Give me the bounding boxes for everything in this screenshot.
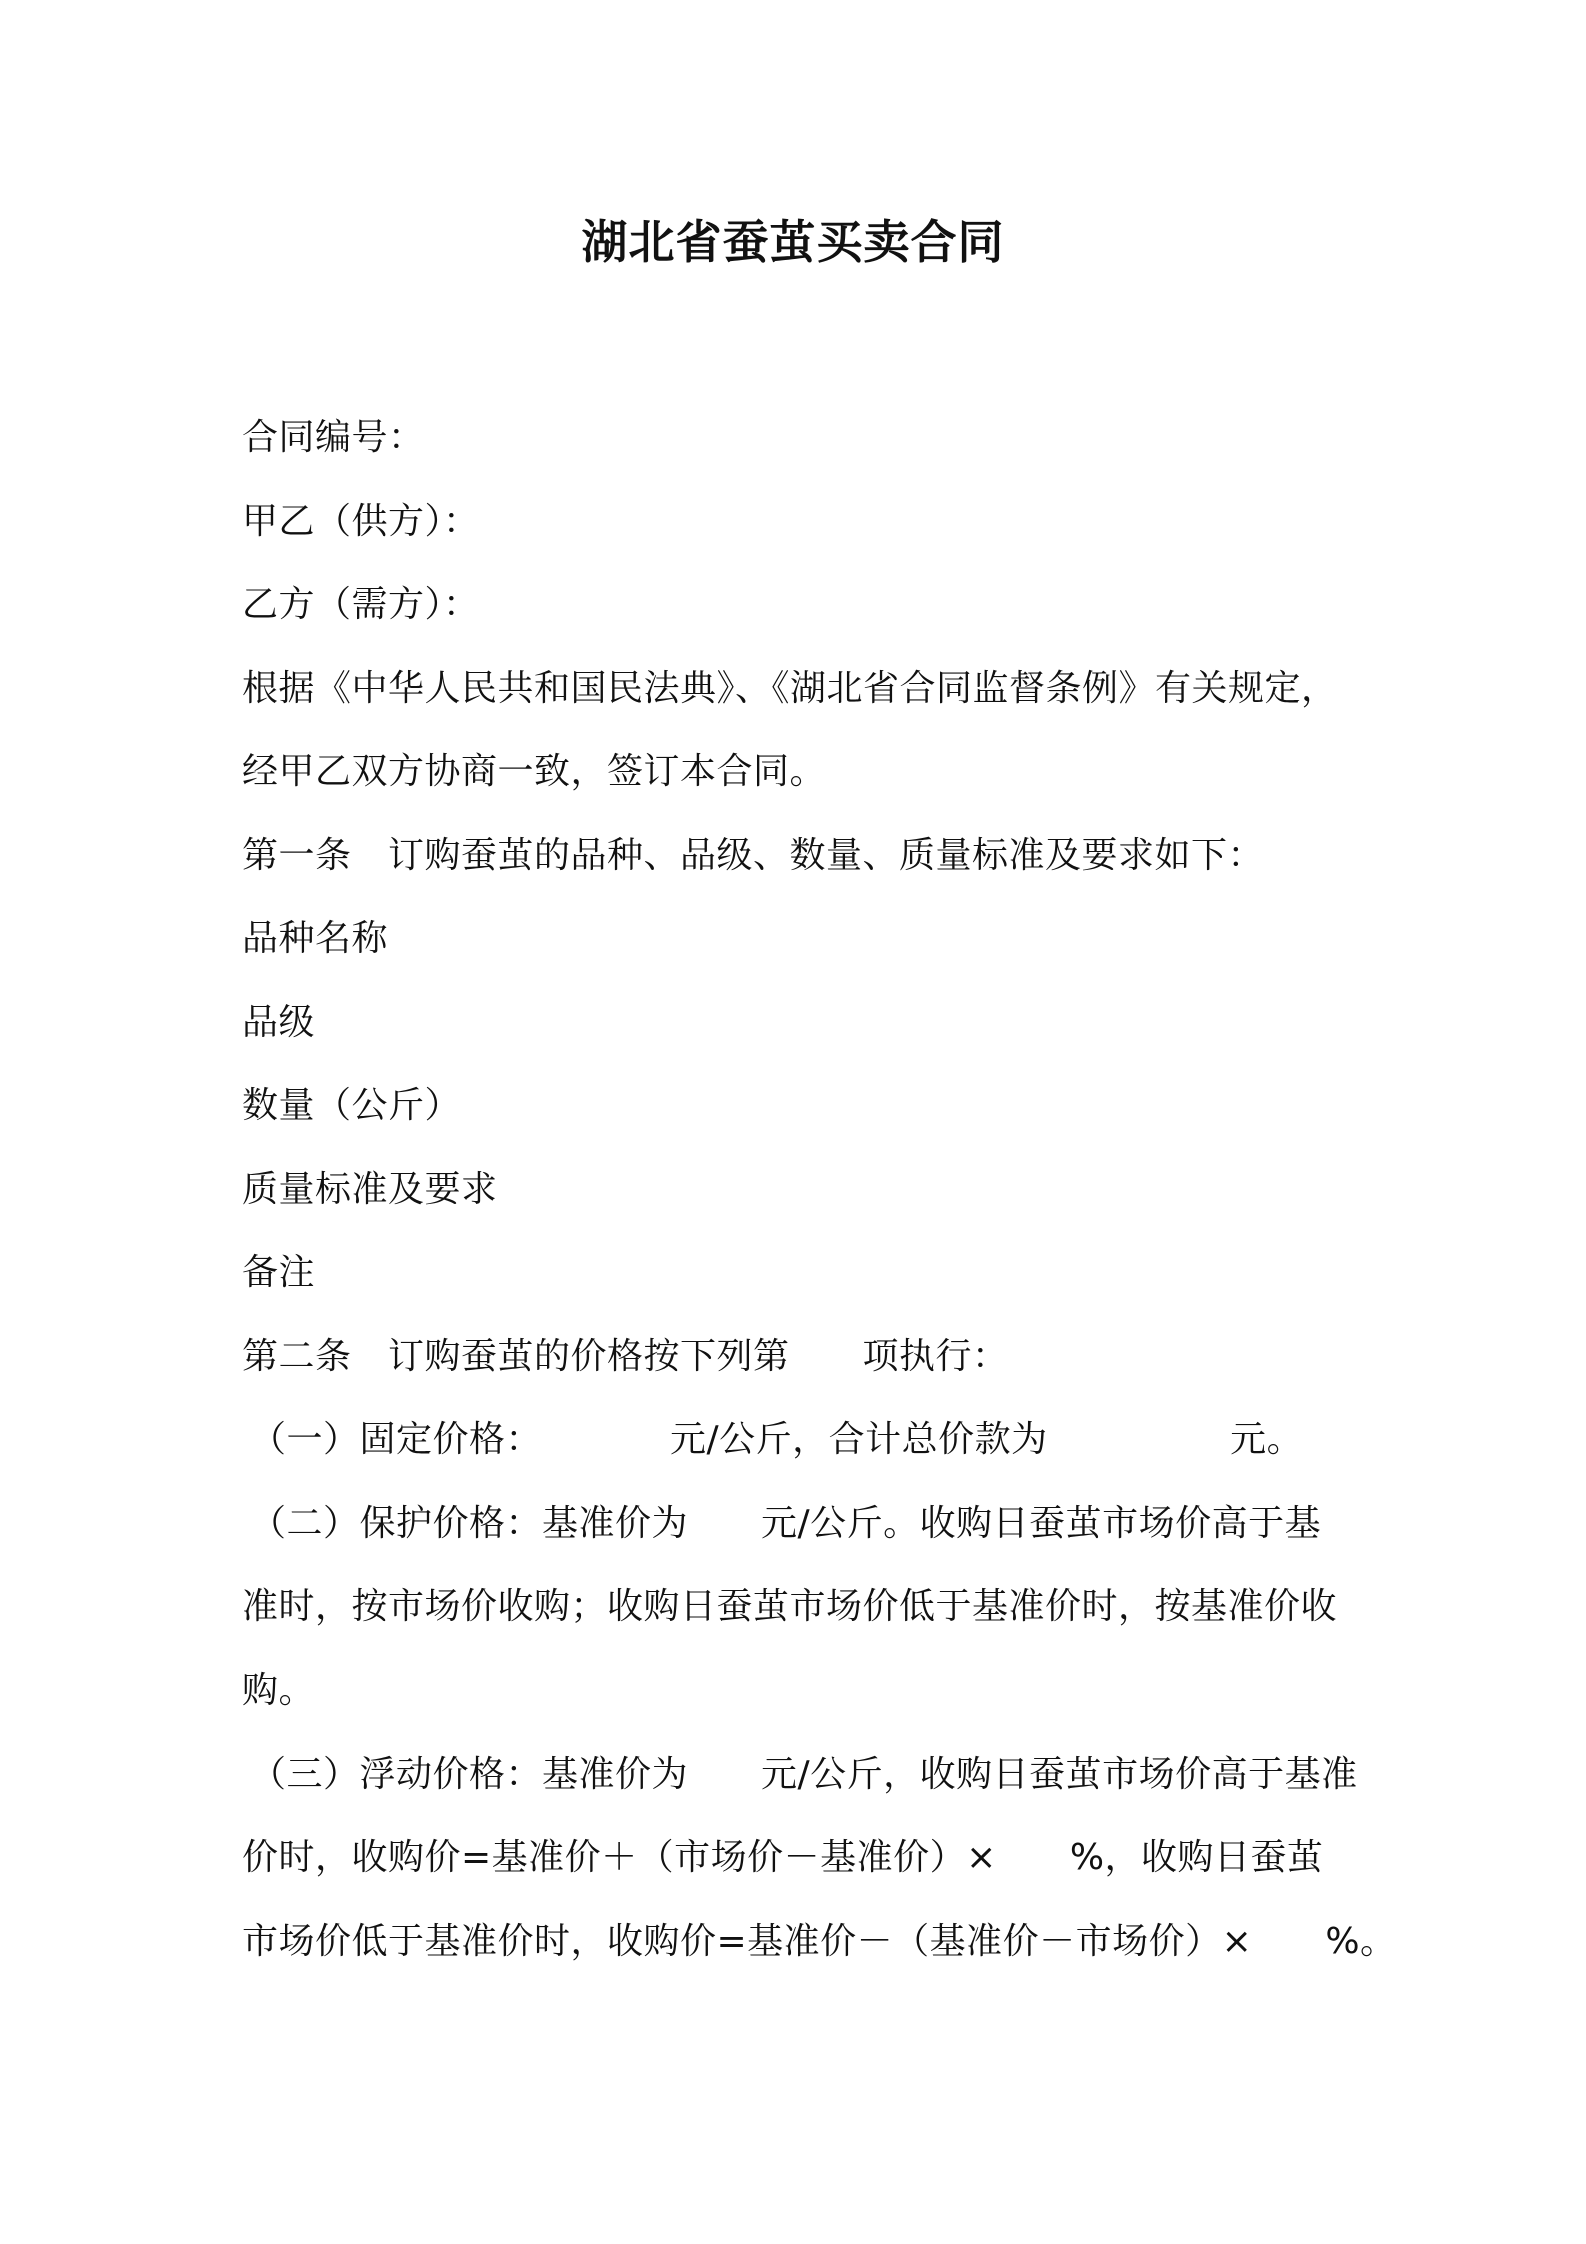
protected-price-clause-2: 准时，按市场价收购；收购日蚕茧市场价低于基准价时，按基准价收 [242,1586,1338,1627]
floating-price-clause-3: 市场价低于基准价时，收购价=基准价－（基准价－市场价）× %。 [242,1921,1397,1962]
protected-price-clause-3: 购。 [242,1670,316,1711]
item-variety-name: 品种名称 [242,918,389,959]
article-two-heading: 第二条 订购蚕茧的价格按下列第 项执行： [242,1336,1009,1377]
item-grade: 品级 [242,1002,316,1043]
item-quantity: 数量（公斤） [242,1085,462,1126]
floating-price-clause-2: 价时，收购价=基准价＋（市场价－基准价）× %，收购日蚕茧 [242,1837,1324,1878]
item-quality-standard: 质量标准及要求 [242,1169,498,1210]
preamble-line-2: 经甲乙双方协商一致，签订本合同。 [242,751,827,792]
buyer-line: 乙方（需方）： [242,584,480,625]
fixed-price-clause: （一）固定价格： 元/公斤，合计总价款为 元。 [250,1419,1304,1460]
floating-price-clause-1: （三）浮动价格：基准价为 元/公斤，收购日蚕茧市场价高于基准 [250,1754,1358,1795]
supplier-line: 甲乙（供方）： [242,501,480,542]
protected-price-clause-1: （二）保护价格：基准价为 元/公斤。收购日蚕茧市场价高于基 [250,1503,1322,1544]
item-remarks: 备注 [242,1252,316,1293]
article-one-heading: 第一条 订购蚕茧的品种、品级、数量、质量标准及要求如下： [242,835,1265,876]
preamble-line-1: 根据《中华人民共和国民法典》、《湖北省合同监督条例》有关规定， [242,668,1338,709]
document-title: 湖北省蚕茧买卖合同 [581,215,1005,269]
contract-number-line: 合同编号： [242,417,425,458]
